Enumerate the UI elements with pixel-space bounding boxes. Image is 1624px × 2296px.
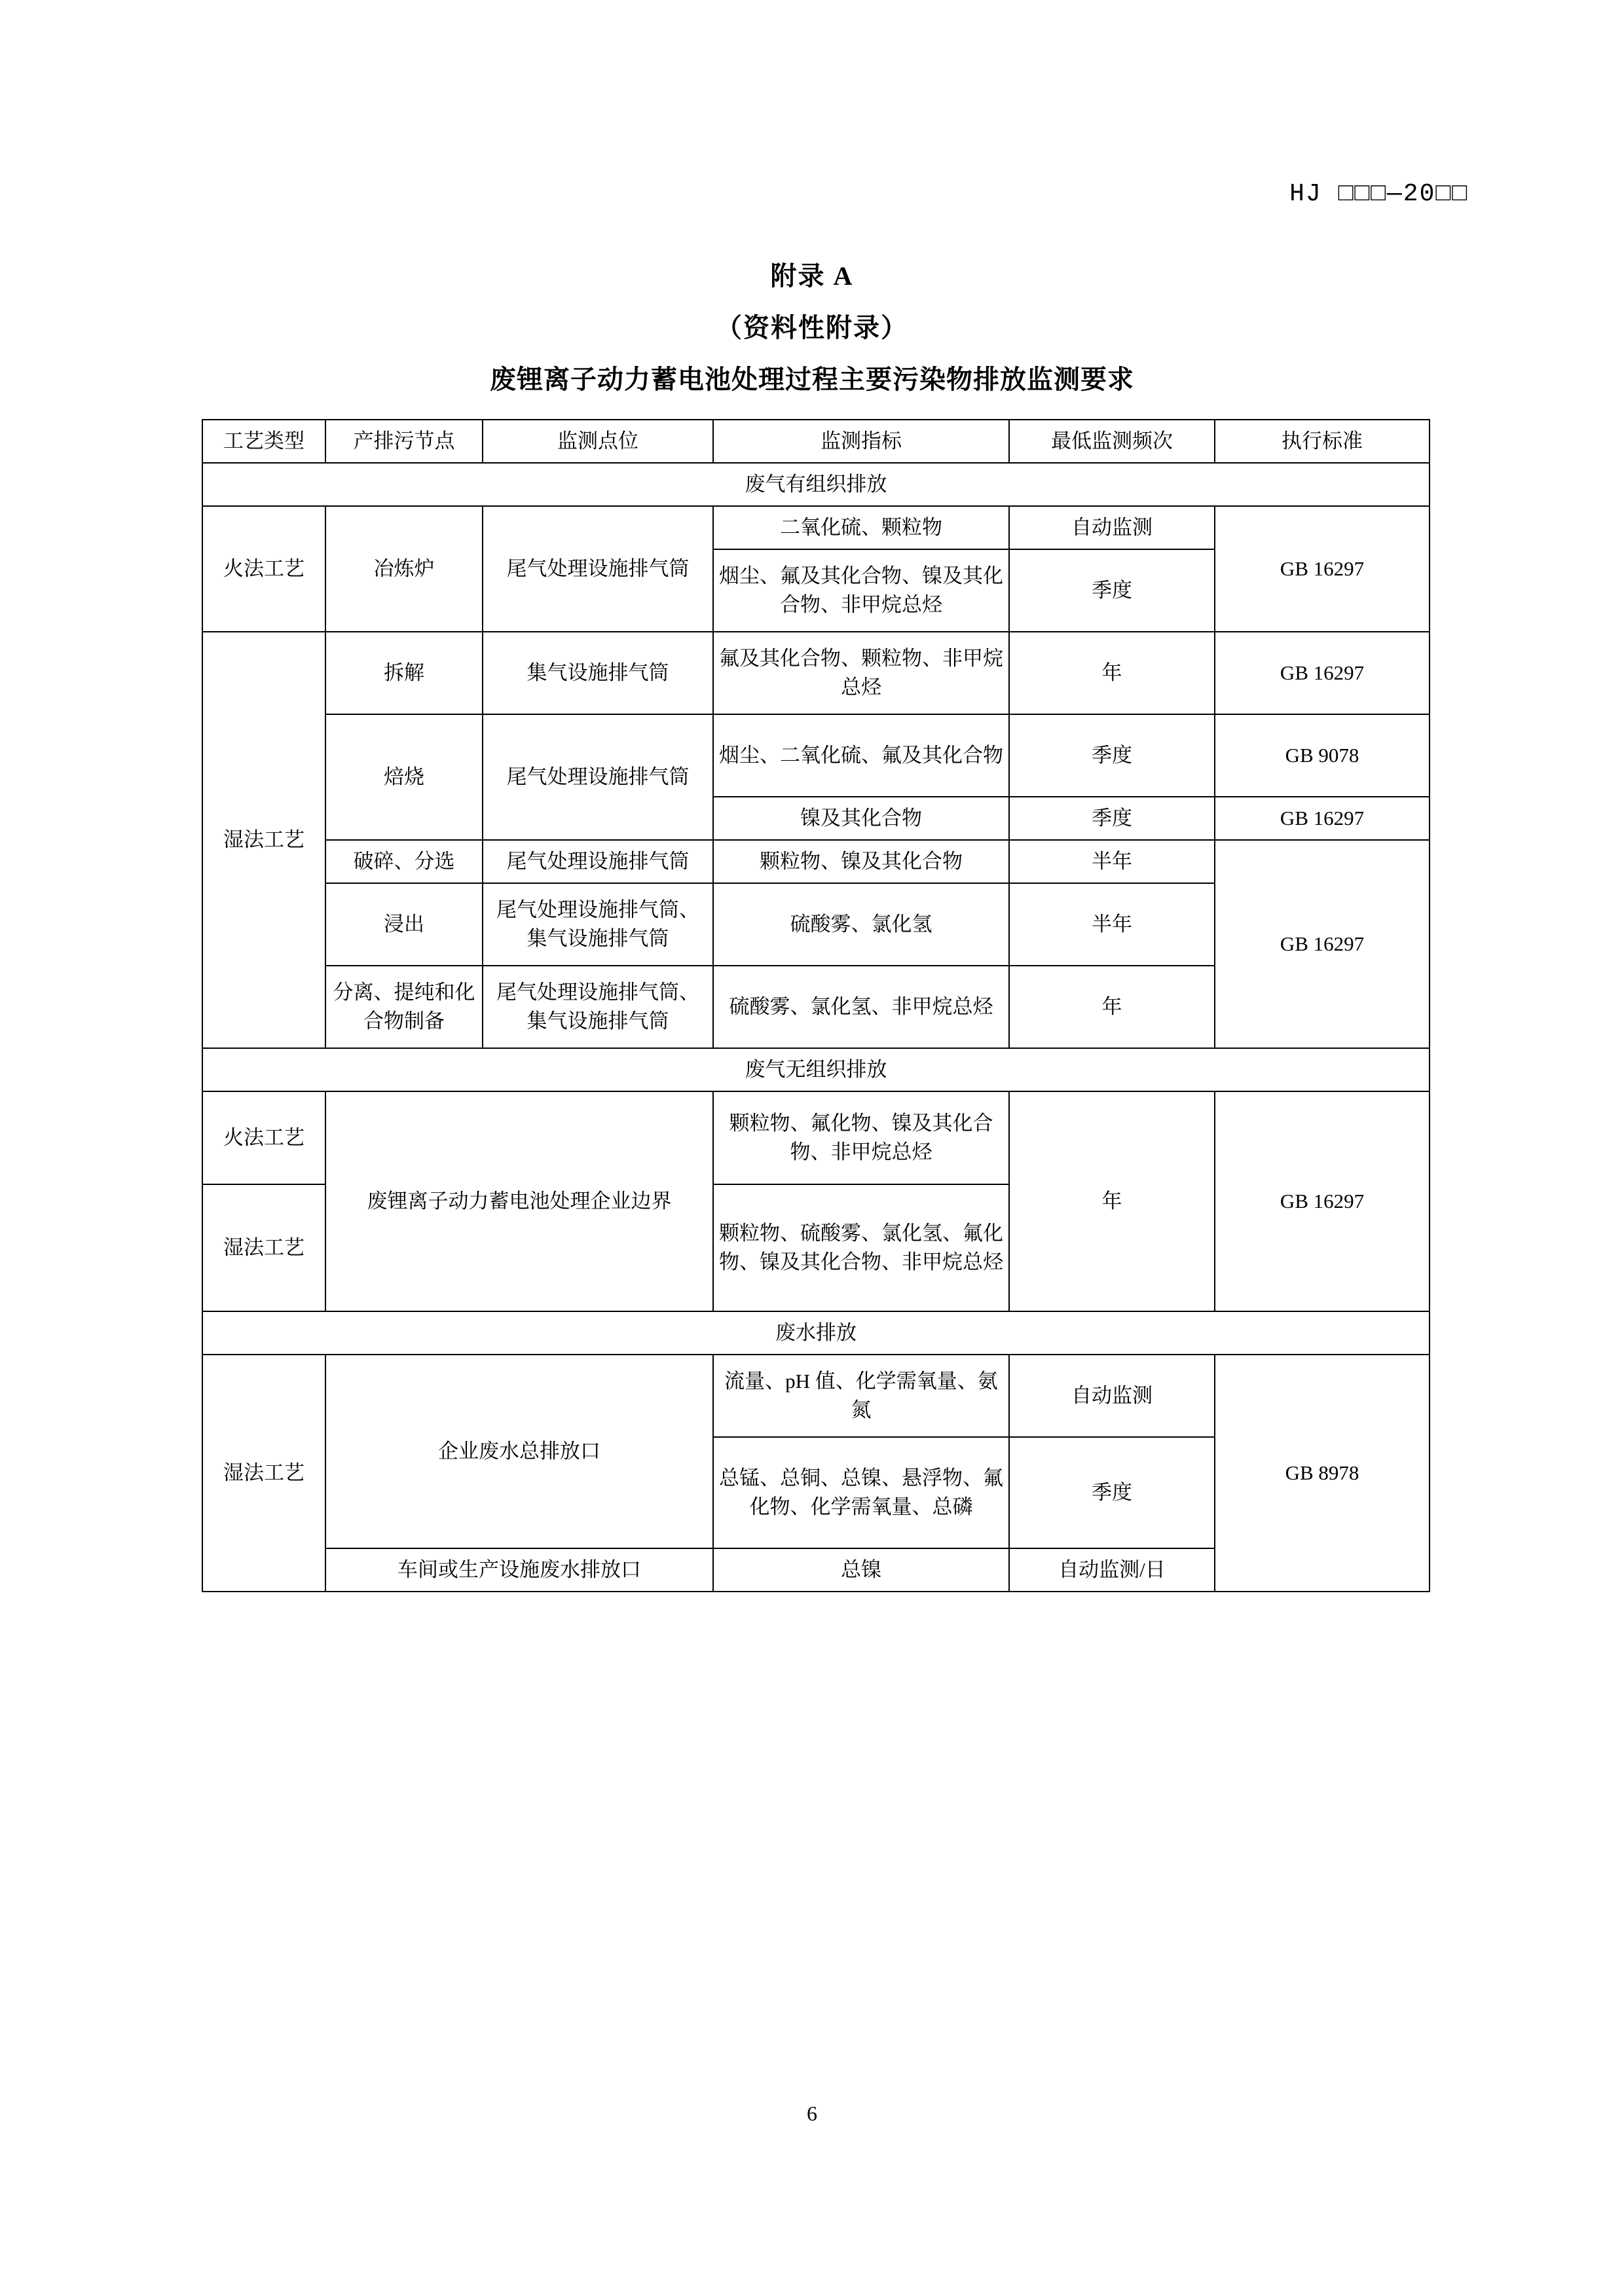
- cell-frequency: 自动监测: [1009, 1355, 1215, 1437]
- cell-frequency: 季度: [1009, 1437, 1215, 1548]
- table-section-row: [202, 1048, 1430, 1091]
- appendix-title-block: [0, 255, 1624, 396]
- cell-index: 硫酸雾、氯化氢: [713, 883, 1009, 966]
- column-header-standard: 执行标准: [1215, 420, 1430, 463]
- cell-index: 颗粒物、氟化物、镍及其化合物、非甲烷总烃: [713, 1091, 1009, 1184]
- cell-process: 湿法工艺: [202, 1355, 325, 1592]
- cell-standard: GB 16297: [1215, 632, 1430, 714]
- cell-point: 车间或生产设施废水排放口: [325, 1548, 713, 1592]
- cell-node: 焙烧: [325, 714, 483, 840]
- cell-index: 总镍: [713, 1548, 1009, 1592]
- cell-point: 废锂离子动力蓄电池处理企业边界: [325, 1091, 713, 1311]
- cell-node: 破碎、分选: [325, 840, 483, 883]
- cell-frequency: 年: [1009, 632, 1215, 714]
- cell-frequency: 年: [1009, 966, 1215, 1048]
- cell-frequency: 季度: [1009, 797, 1215, 840]
- section-label-organized-waste-gas: 废气有组织排放: [202, 463, 1430, 506]
- cell-point: 尾气处理设施排气筒、集气设施排气筒: [483, 883, 713, 966]
- section-label-unorganized-waste-gas: 废气无组织排放: [202, 1048, 1430, 1091]
- cell-index: 氟及其化合物、颗粒物、非甲烷总烃: [713, 632, 1009, 714]
- cell-process: 湿法工艺: [202, 632, 325, 1048]
- table-header-row: [202, 420, 1430, 463]
- cell-node: 冶炼炉: [325, 506, 483, 632]
- cell-index: 烟尘、二氧化硫、氟及其化合物: [713, 714, 1009, 797]
- cell-node: 浸出: [325, 883, 483, 966]
- cell-point: 尾气处理设施排气筒、集气设施排气筒: [483, 966, 713, 1048]
- cell-standard: GB 16297: [1215, 506, 1430, 632]
- cell-index: 烟尘、氟及其化合物、镍及其化合物、非甲烷总烃: [713, 549, 1009, 632]
- cell-index: 总锰、总铜、总镍、悬浮物、氟化物、化学需氧量、总磷: [713, 1437, 1009, 1548]
- appendix-label: 附录 A: [770, 261, 854, 291]
- cell-node: 分离、提纯和化合物制备: [325, 966, 483, 1048]
- cell-standard: GB 16297: [1215, 840, 1430, 1048]
- cell-index: 硫酸雾、氯化氢、非甲烷总烃: [713, 966, 1009, 1048]
- cell-process: 火法工艺: [202, 506, 325, 632]
- cell-frequency: 季度: [1009, 549, 1215, 632]
- table-section-row: [202, 463, 1430, 506]
- column-header-node: 产排污节点: [325, 420, 483, 463]
- cell-frequency: 自动监测/日: [1009, 1548, 1215, 1592]
- cell-process: 湿法工艺: [202, 1184, 325, 1311]
- cell-index: 颗粒物、镍及其化合物: [713, 840, 1009, 883]
- cell-process: 火法工艺: [202, 1091, 325, 1184]
- column-header-frequency: 最低监测频次: [1009, 420, 1215, 463]
- table-row: [202, 714, 1430, 797]
- cell-index: 二氧化硫、颗粒物: [713, 506, 1009, 549]
- cell-point: 尾气处理设施排气筒: [483, 506, 713, 632]
- cell-point: 企业废水总排放口: [325, 1355, 713, 1548]
- section-label-wastewater: 废水排放: [202, 1311, 1430, 1355]
- cell-index: 流量、pH 值、化学需氧量、氨氮: [713, 1355, 1009, 1437]
- column-header-point: 监测点位: [483, 420, 713, 463]
- cell-standard: GB 16297: [1215, 1091, 1430, 1311]
- cell-point: 尾气处理设施排气筒: [483, 840, 713, 883]
- cell-frequency: 季度: [1009, 714, 1215, 797]
- document-header-code: HJ □□□—20□□: [1289, 180, 1468, 208]
- cell-node: 拆解: [325, 632, 483, 714]
- cell-point: 集气设施排气筒: [483, 632, 713, 714]
- cell-frequency: 半年: [1009, 840, 1215, 883]
- table-row: [202, 840, 1430, 883]
- table-section-row: [202, 1311, 1430, 1355]
- monitoring-requirements-table: [202, 419, 1430, 1592]
- column-header-process: 工艺类型: [202, 420, 325, 463]
- column-header-index: 监测指标: [713, 420, 1009, 463]
- appendix-heading: 废锂离子动力蓄电池处理过程主要污染物排放监测要求: [490, 365, 1134, 394]
- table-row: [202, 506, 1430, 549]
- appendix-subtitle: （资料性附录）: [716, 313, 908, 342]
- cell-frequency: 自动监测: [1009, 506, 1215, 549]
- cell-point: 尾气处理设施排气筒: [483, 714, 713, 840]
- table-row: [202, 1355, 1430, 1437]
- cell-standard: GB 8978: [1215, 1355, 1430, 1592]
- cell-standard: GB 16297: [1215, 797, 1430, 840]
- cell-index: 镍及其化合物: [713, 797, 1009, 840]
- cell-index: 颗粒物、硫酸雾、氯化氢、氟化物、镍及其化合物、非甲烷总烃: [713, 1184, 1009, 1311]
- page-number: 6: [807, 2102, 817, 2125]
- table-row: [202, 1091, 1430, 1184]
- cell-standard: GB 9078: [1215, 714, 1430, 797]
- cell-frequency: 半年: [1009, 883, 1215, 966]
- table-row: [202, 632, 1430, 714]
- cell-frequency: 年: [1009, 1091, 1215, 1311]
